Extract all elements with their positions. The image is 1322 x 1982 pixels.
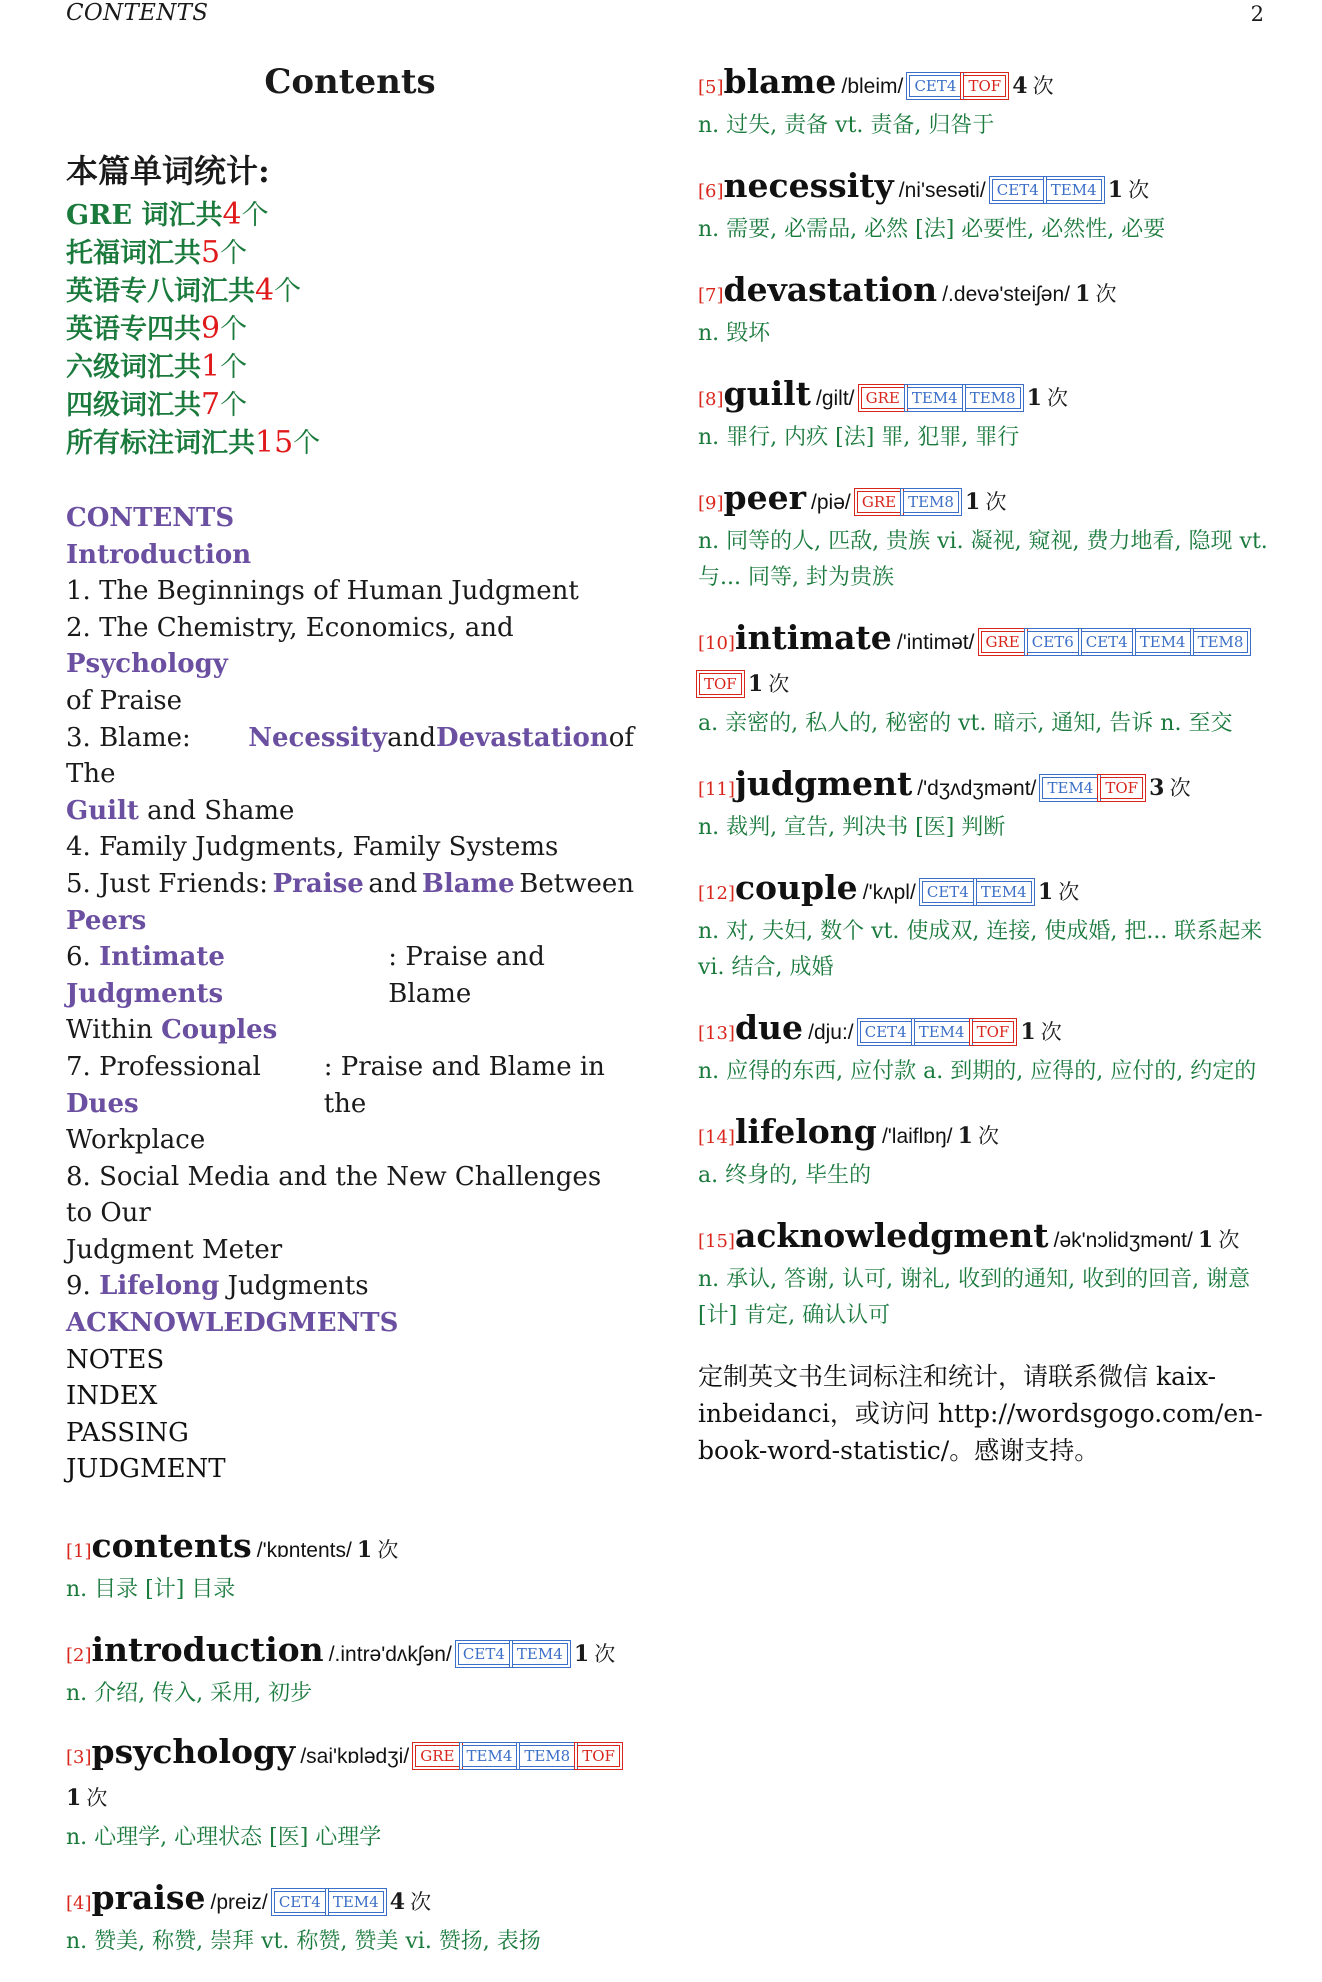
entry-definition: n. 目录 [计] 目录 [66, 1577, 236, 1603]
stat-line: 英语专八词汇共4个 [66, 273, 302, 308]
entry-count: 1 [1026, 385, 1042, 411]
entry-count: 1 [747, 671, 764, 697]
exam-tag: TEM4 [328, 1891, 384, 1913]
entry-count-unit: 次 [977, 1124, 999, 1148]
entry-definition: n. 赞美, 称赞, 崇拜 vt. 称赞, 赞美 vi. 赞扬, 表扬 [66, 1929, 541, 1955]
entry-definition: n. 需要, 必需品, 必然 [法] 必要性, 必然性, 必要 [698, 217, 1166, 242]
entry-count-unit: 次 [1095, 282, 1117, 306]
exam-tag: TOF [577, 1745, 620, 1767]
entry-count-unit: 次 [1032, 74, 1054, 98]
vocab-entry [698, 166, 1268, 248]
entry-word: judgment [734, 764, 913, 803]
toc-chapter-7[interactable]: 7. Professional Dues : Praise and Blame in the Workplace [66, 1051, 605, 1156]
exam-tag: GRE [981, 631, 1025, 653]
exam-tag: CET4 [909, 75, 961, 97]
entry-count-unit: 次 [1047, 386, 1069, 410]
vocab-entry [66, 1526, 634, 1608]
entry-index: [9] [698, 493, 724, 514]
vocab-entry [698, 270, 1268, 352]
entry-word: blame [723, 62, 837, 101]
entry-word: guilt [723, 374, 811, 413]
toc-chapter-8[interactable]: 8. Social Media and the New Challenges to Our Judgment Meter [66, 1161, 602, 1265]
entry-index: [12] [698, 883, 735, 904]
entry-count: 1 [1075, 281, 1091, 307]
entry-index: [7] [698, 285, 724, 306]
toc-link-introduction[interactable]: Introduction [66, 539, 252, 570]
entry-definition: n. 介绍, 传入, 采用, 初步 [66, 1681, 313, 1707]
entry-word: introduction [91, 1630, 324, 1670]
entry-phonetic: /'laiflɒŋ/ [881, 1125, 953, 1148]
entry-count-unit: 次 [1128, 178, 1150, 202]
exam-tag: CET4 [458, 1643, 510, 1665]
entry-definition: n. 毁坏 [698, 321, 771, 346]
toc-link-contents[interactable]: CONTENTS [66, 503, 235, 533]
entry-phonetic: /preiz/ [210, 1891, 268, 1915]
entry-count: 3 [1149, 775, 1165, 801]
exam-tag: TOF [699, 673, 742, 695]
entry-definition: n. 过失, 责备 vt. 责备, 归咎于 [698, 113, 995, 138]
stat-line: GRE 词汇共4个 [66, 197, 269, 232]
exam-tag: GRE [857, 491, 901, 513]
vocab-entry [698, 62, 1268, 144]
entry-definition: n. 裁判, 宣告, 判决书 [医] 判断 [698, 815, 1006, 840]
vocab-entry [66, 1732, 634, 1856]
running-header: CONTENTS [66, 0, 209, 26]
vocab-list-left [66, 1526, 634, 1960]
entry-definition: a. 亲密的, 私人的, 秘密的 vt. 暗示, 通知, 告诉 n. 至交 [698, 711, 1233, 736]
entry-count: 4 [389, 1889, 406, 1916]
entry-word: lifelong [734, 1112, 877, 1151]
exam-tag: CET4 [860, 1021, 912, 1043]
exam-tag: TEM8 [965, 387, 1021, 409]
entry-word: intimate [734, 618, 892, 657]
toc-judgment[interactable]: JUDGMENT [66, 1454, 226, 1485]
toc-chapter-9[interactable]: 9. Lifelong Judgments [66, 1271, 369, 1302]
entry-index: [5] [698, 77, 724, 98]
custom-service-note: 定制英文书生词标注和统计，请联系微信 kaix-inbeidanci，或访问 http://wordsgogo.com/en-book-word-statistic/。感谢支持。 [698, 1362, 1263, 1465]
entry-word: couple [734, 868, 858, 907]
exam-tag: CET6 [1027, 631, 1079, 653]
toc-link-acknowledgments[interactable]: ACKNOWLEDGMENTS [66, 1308, 399, 1339]
exam-tag: TOF [972, 1021, 1015, 1043]
vocab-entry [698, 478, 1268, 596]
entry-index: [1] [66, 1541, 92, 1563]
entry-index: [11] [698, 779, 735, 800]
entry-word: praise [91, 1878, 206, 1918]
vocab-entry [66, 1878, 634, 1960]
entry-count-unit: 次 [985, 490, 1007, 514]
exam-tag: GRE [415, 1745, 459, 1767]
vocab-entry [698, 1008, 1268, 1090]
vocab-entry [66, 1630, 634, 1712]
exam-tag: TOF [1100, 777, 1143, 799]
vocab-entry [698, 1216, 1268, 1334]
entry-word: contents [91, 1526, 252, 1566]
stat-line: 所有标注词汇共15个 [66, 425, 321, 460]
entry-definition: a. 终身的, 毕生的 [698, 1163, 872, 1188]
entry-count-unit: 次 [1218, 1228, 1240, 1252]
entry-count: 1 [1037, 879, 1054, 905]
entry-phonetic: /.intrə'dʌkʃən/ [328, 1643, 452, 1667]
entry-word: necessity [723, 166, 894, 205]
entry-phonetic: /'kɒntents/ [256, 1539, 352, 1563]
table-of-contents [66, 500, 634, 1488]
stat-line: 英语专四共9个 [66, 311, 248, 346]
entry-definition: n. 承认, 答谢, 认可, 谢礼, 收到的通知, 收到的回音, 谢意 [计] 肯定, 确认认可 [698, 1267, 1251, 1328]
entry-count: 1 [573, 1641, 590, 1668]
entry-index: [13] [698, 1023, 735, 1044]
entry-phonetic: /piə/ [811, 491, 851, 514]
entry-index: [10] [698, 633, 735, 654]
exam-tag: CET4 [274, 1891, 326, 1913]
entry-count: 1 [1107, 177, 1124, 203]
entry-count: 1 [66, 1785, 82, 1812]
entry-definition: n. 同等的人, 匹敌, 贵族 vi. 凝视, 窥视, 费力地看, 隐现 vt. 与... 同等, 封为贵族 [698, 529, 1268, 590]
vocab-entry [698, 374, 1268, 456]
entry-count: 1 [957, 1123, 973, 1149]
entry-index: [6] [698, 181, 724, 202]
vocab-entry [698, 1112, 1268, 1194]
vocab-entry [698, 618, 1268, 742]
entry-count: 1 [1197, 1227, 1214, 1253]
exam-tag: TEM4 [914, 1021, 970, 1043]
left-column [66, 62, 634, 1982]
entry-count-unit: 次 [1169, 776, 1191, 800]
exam-tag: TEM8 [903, 491, 959, 513]
toc-chapter-2[interactable]: 2. The Chemistry, Economics, and Psychology of Praise [66, 612, 514, 716]
stats-heading: 本篇单词统计: [66, 152, 270, 190]
toc-chapter-4[interactable]: 4. Family Judgments, Family Systems [66, 832, 559, 863]
toc-chapter-1[interactable]: 1. The Beginnings of Human Judgment [66, 576, 579, 607]
entry-index: [3] [66, 1747, 92, 1769]
exam-tag: TEM4 [1135, 631, 1191, 653]
entry-index: [15] [698, 1231, 735, 1252]
entry-count-unit: 次 [1040, 1020, 1062, 1044]
entry-count-unit: 次 [594, 1642, 616, 1667]
entry-count-unit: 次 [410, 1890, 432, 1915]
entry-phonetic: /gilt/ [815, 387, 855, 410]
exam-tag: TEM8 [1193, 631, 1249, 653]
page-title: Contents [264, 62, 436, 102]
entry-count-unit: 次 [768, 672, 790, 696]
entry-phonetic: /.devə'steiʃən/ [942, 283, 1070, 306]
exam-tag: TEM4 [462, 1745, 518, 1767]
entry-count: 1 [965, 489, 981, 515]
exam-tag: TEM8 [519, 1745, 575, 1767]
stat-line: 六级词汇共1个 [66, 349, 248, 384]
entry-definition: n. 对, 夫妇, 数个 vt. 使成双, 连接, 使成婚, 把... 联系起来 vi. 结合, 成婚 [698, 919, 1263, 980]
entry-phonetic: /bleim/ [841, 75, 904, 98]
exam-tag: TEM4 [512, 1643, 568, 1665]
vocab-list-right [698, 62, 1268, 1334]
exam-tag: CET4 [992, 179, 1044, 201]
exam-tag: TOF [963, 75, 1006, 97]
exam-tag: CET4 [1081, 631, 1133, 653]
entry-word: peer [723, 478, 806, 517]
entry-phonetic: /'dʒʌdʒmənt/ [917, 777, 1037, 800]
entry-word: devastation [723, 270, 938, 309]
toc-notes[interactable]: NOTES [66, 1344, 165, 1375]
entry-phonetic: /dju:/ [808, 1021, 854, 1044]
entry-phonetic: /ək'nɔlidʒmənt/ [1053, 1229, 1193, 1252]
entry-count-unit: 次 [1058, 880, 1080, 904]
entry-index: [2] [66, 1645, 92, 1667]
entry-word: psychology [91, 1732, 296, 1772]
entry-index: [8] [698, 389, 724, 410]
entry-count: 4 [1012, 73, 1028, 99]
entry-word: acknowledgment [734, 1216, 1049, 1255]
entry-word: due [734, 1008, 804, 1047]
stat-line: 四级词汇共7个 [66, 387, 248, 422]
entry-phonetic: /ni'sesəti/ [898, 179, 986, 202]
entry-definition: n. 心理学, 心理状态 [医] 心理学 [66, 1825, 382, 1851]
right-column [698, 62, 1268, 1469]
entry-phonetic: /sai'kɒlədʒi/ [300, 1745, 410, 1769]
entry-index: [4] [66, 1893, 92, 1915]
vocab-entry [698, 868, 1268, 986]
toc-index[interactable]: INDEX [66, 1381, 158, 1412]
page-number: 2 [1250, 2, 1264, 26]
vocab-entry [698, 764, 1268, 846]
exam-tag: TEM4 [1046, 179, 1102, 201]
exam-tag: TEM4 [1042, 777, 1098, 799]
toc-passing[interactable]: PASSING [66, 1417, 189, 1448]
entry-phonetic: /'intimət/ [896, 631, 975, 654]
toc-chapter-5[interactable]: 5. Just Friends: Praise and Blame Between Peers [66, 868, 634, 936]
exam-tag: TEM4 [976, 881, 1032, 903]
entry-definition: n. 应得的东西, 应付款 a. 到期的, 应得的, 应付的, 约定的 [698, 1059, 1257, 1084]
entry-definition: n. 罪行, 内疚 [法] 罪, 犯罪, 罪行 [698, 425, 1020, 450]
stats-list [66, 196, 634, 462]
exam-tag: TEM4 [907, 387, 963, 409]
stat-line: 托福词汇共5个 [66, 235, 248, 270]
toc-chapter-6[interactable]: 6. Intimate Judgments : Praise and Blame Within Couples [66, 942, 545, 1046]
entry-count-unit: 次 [86, 1786, 108, 1811]
exam-tag: GRE [861, 387, 905, 409]
entry-count-unit: 次 [377, 1538, 399, 1563]
entry-phonetic: /'kʌpl/ [862, 881, 916, 904]
entry-count: 1 [356, 1537, 373, 1564]
entry-index: [14] [698, 1127, 735, 1148]
toc-chapter-3[interactable]: 3. Blame: The Necessity and Devastation of Guilt and Shame [66, 722, 634, 826]
entry-count: 1 [1020, 1019, 1036, 1045]
exam-tag: CET4 [922, 881, 974, 903]
